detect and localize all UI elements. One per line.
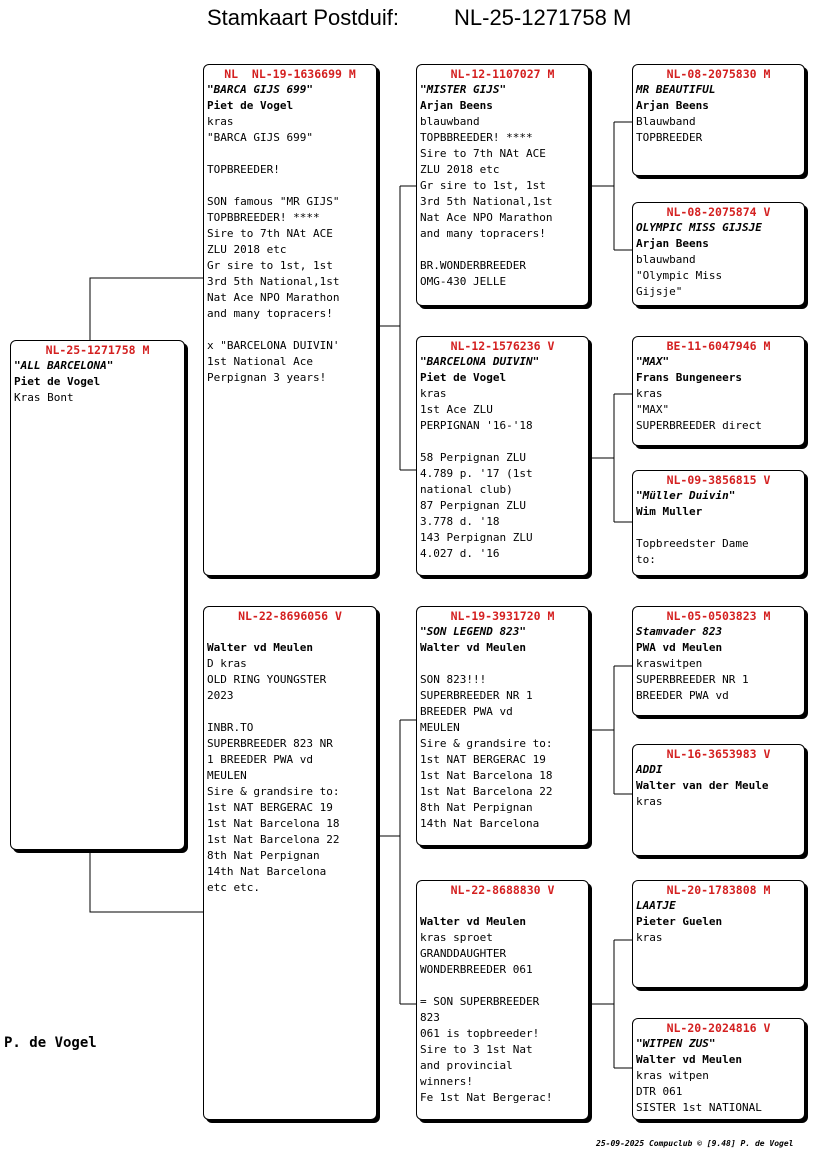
info-line: kras — [636, 931, 663, 944]
info-line: 2023 — [207, 689, 234, 702]
info-line: SUPERBREEDER 823 NR — [207, 737, 333, 750]
info-line: kras — [420, 387, 447, 400]
breeder-name: Walter van der Meule — [636, 779, 769, 792]
info-line: winners! — [420, 1075, 473, 1088]
maternal-grandmother-card — [416, 880, 589, 1120]
title-label: Stamkaart Postduif: — [207, 5, 399, 30]
info-line: x "BARCELONA DUIVIN' — [207, 339, 340, 352]
ring-number: BE-11-6047946 M — [666, 339, 771, 353]
info-line: Gr sire to 1st, 1st — [207, 259, 333, 272]
info-line: 061 is topbreeder! — [420, 1027, 540, 1040]
info-line: and provincial — [420, 1059, 513, 1072]
info-line: 1 BREEDER PWA vd — [207, 753, 313, 766]
info-line: SISTER 1st NATIONAL — [636, 1101, 762, 1114]
pigeon-name: "Müller Duivin" — [636, 489, 736, 502]
breeder-name: Arjan Beens — [636, 99, 709, 112]
info-line: national club) — [420, 483, 513, 496]
ggp-ffm-card — [632, 202, 805, 306]
info-line — [420, 898, 585, 914]
info-line: 1st Nat Barcelona 18 — [420, 769, 553, 782]
info-line: Blauwband — [636, 115, 696, 128]
info-line — [207, 178, 373, 194]
maternal-grandfather-card — [416, 606, 589, 846]
info-line: 4.789 p. '17 (1st — [420, 467, 533, 480]
pigeon-name: "BARCA GIJS 699" — [207, 83, 313, 96]
pigeon-name: MR BEAUTIFUL — [636, 83, 716, 96]
subject-card — [10, 340, 185, 850]
info-line: "Olympic Miss — [636, 269, 723, 282]
info-line: kras — [636, 387, 663, 400]
info-line: DTR 061 — [636, 1085, 683, 1098]
title-ring: NL-25-1271758 M — [454, 5, 632, 30]
info-line: Kras Bont — [14, 391, 74, 404]
info-line: Topbreedster Dame — [636, 537, 749, 550]
paternal-grandfather-card — [416, 64, 589, 306]
pigeon-name: Stamvader 823 — [636, 625, 723, 638]
info-line: TOPBREEDER! — [207, 163, 280, 176]
info-line: 87 Perpignan ZLU — [420, 499, 526, 512]
ggp-mff-card — [632, 606, 805, 716]
breeder-name: PWA vd Meulen — [636, 641, 723, 654]
info-line: 4.027 d. '16 — [420, 547, 500, 560]
info-line: 1st National Ace — [207, 355, 313, 368]
ring-number: NL-08-2075874 V — [666, 205, 771, 219]
info-line: WONDERBREEDER 061 — [420, 963, 533, 976]
info-line — [420, 434, 585, 450]
breeder-name: Arjan Beens — [636, 237, 709, 250]
ring-number: NL-12-1576236 V — [450, 339, 555, 353]
info-line: INBR.TO — [207, 721, 254, 734]
info-line: OLD RING YOUNGSTER — [207, 673, 327, 686]
breeder-name: Piet de Vogel — [14, 375, 101, 388]
ggp-mfm-card — [632, 744, 805, 856]
breeder-name: Piet de Vogel — [420, 371, 507, 384]
ring-number: NL-20-1783808 M — [666, 883, 771, 897]
ggp-fff-card — [632, 64, 805, 176]
pigeon-name: "MAX" — [636, 355, 670, 368]
info-line: Sire to 7th NAt ACE — [207, 227, 333, 240]
info-line: TOPBBREEDER! **** — [207, 211, 320, 224]
info-line: 1st Nat Barcelona 18 — [207, 817, 340, 830]
info-line — [420, 242, 585, 258]
breeder-name: Arjan Beens — [420, 99, 493, 112]
info-line — [636, 520, 801, 536]
info-line: SUPERBREEDER NR 1 — [636, 673, 749, 686]
breeder-name: Walter vd Meulen — [420, 915, 526, 928]
info-line — [207, 322, 373, 338]
breeder-name: Piet de Vogel — [207, 99, 294, 112]
info-line: "MAX" — [636, 403, 670, 416]
info-line: MEULEN — [420, 721, 460, 734]
info-line — [207, 704, 373, 720]
info-line: D kras — [207, 657, 247, 670]
ggp-mmm-card — [632, 1018, 805, 1120]
info-line: 3rd 5th National,1st — [420, 195, 553, 208]
ring-number: NL-09-3856815 V — [666, 473, 771, 487]
pigeon-name: "SON LEGEND 823" — [420, 625, 526, 638]
info-line: Nat Ace NPO Marathon — [420, 211, 553, 224]
info-line: PERPIGNAN '16-'18 — [420, 419, 533, 432]
info-line: blauwband — [420, 115, 480, 128]
pigeon-name: "WITPEN ZUS" — [636, 1037, 716, 1050]
breeder-name: Pieter Guelen — [636, 915, 723, 928]
info-line: and many topracers! — [420, 227, 546, 240]
ring-number: NL-22-8696056 V — [238, 609, 342, 623]
ring-number: NL-20-2024816 V — [666, 1021, 771, 1035]
info-line: BR.WONDERBREEDER — [420, 259, 526, 272]
ggp-mmf-card — [632, 880, 805, 988]
info-line: Sire & grandsire to: — [420, 737, 553, 750]
info-line: SUPERBREEDER NR 1 — [420, 689, 533, 702]
breeder-name: Wim Muller — [636, 505, 703, 518]
pigeon-name: LAATJE — [636, 899, 676, 912]
info-line: 1st Nat Barcelona 22 — [420, 785, 553, 798]
info-line: 1st Nat Barcelona 22 — [207, 833, 340, 846]
info-line: SUPERBREEDER direct — [636, 419, 762, 432]
paternal-grandmother-card — [416, 336, 589, 576]
info-line: 14th Nat Barcelona — [420, 817, 540, 830]
info-line: to: — [636, 553, 656, 566]
info-line: MEULEN — [207, 769, 247, 782]
info-line: kraswitpen — [636, 657, 703, 670]
info-line: kras — [636, 795, 663, 808]
info-line: ZLU 2018 etc — [420, 163, 500, 176]
info-line: 143 Perpignan ZLU — [420, 531, 533, 544]
info-line — [207, 146, 373, 162]
mother-card — [203, 606, 377, 1120]
pigeon-name: "MISTER GIJS" — [420, 83, 507, 96]
ring-number: NL-19-3931720 M — [450, 609, 555, 623]
info-line: "BARCA GIJS 699" — [207, 131, 313, 144]
info-line: 3.778 d. '18 — [420, 515, 500, 528]
info-line: Gijsje" — [636, 285, 683, 298]
info-line: 3rd 5th National,1st — [207, 275, 340, 288]
info-line: Sire & grandsire to: — [207, 785, 340, 798]
info-line: 1st NAT BERGERAC 19 — [420, 753, 546, 766]
info-line: ZLU 2018 etc — [207, 243, 287, 256]
info-line: OMG-430 JELLE — [420, 275, 507, 288]
breeder-name: Walter vd Meulen — [420, 641, 526, 654]
info-line: 58 Perpignan ZLU — [420, 451, 526, 464]
pigeon-name: OLYMPIC MISS GIJSJE — [636, 221, 762, 234]
info-line: etc etc. — [207, 881, 260, 894]
info-line — [420, 978, 585, 994]
info-line — [207, 624, 373, 640]
ring-number: NL-05-0503823 M — [666, 609, 771, 623]
ring-number: NL NL-19-1636699 M — [224, 67, 356, 81]
info-line: BREEDER PWA vd — [420, 705, 513, 718]
info-line: kras sproet — [420, 931, 493, 944]
info-line: 14th Nat Barcelona — [207, 865, 327, 878]
owner-name: P. de Vogel — [4, 1035, 97, 1051]
pigeon-name: "BARCELONA DUIVIN" — [420, 355, 540, 368]
info-line — [420, 656, 585, 672]
info-line: BREEDER PWA vd — [636, 689, 729, 702]
pigeon-name: "ALL BARCELONA" — [14, 359, 114, 372]
info-line: 1st Ace ZLU — [420, 403, 493, 416]
info-line: and many topracers! — [207, 307, 333, 320]
info-line: GRANDDAUGHTER — [420, 947, 507, 960]
info-line: Gr sire to 1st, 1st — [420, 179, 546, 192]
info-line: Perpignan 3 years! — [207, 371, 327, 384]
father-card — [203, 64, 377, 576]
info-line: 8th Nat Perpignan — [207, 849, 320, 862]
breeder-name: Walter vd Meulen — [636, 1053, 742, 1066]
ring-number: NL-08-2075830 M — [666, 67, 771, 81]
info-line: TOPBBREEDER! **** — [420, 131, 533, 144]
breeder-name: Frans Bungeneers — [636, 371, 742, 384]
info-line: = SON SUPERBREEDER — [420, 995, 540, 1008]
ring-number: NL-22-8688830 V — [450, 883, 555, 897]
ring-number: NL-16-3653983 V — [666, 747, 771, 761]
info-line: kras witpen — [636, 1069, 709, 1082]
ring-number: NL-12-1107027 M — [450, 67, 555, 81]
ring-number: NL-25-1271758 M — [45, 343, 150, 357]
ggp-fmm-card — [632, 470, 805, 576]
print-info: 25-09-2025 Compuclub © [9.48] P. de Vogel — [596, 1139, 794, 1148]
breeder-name: Walter vd Meulen — [207, 641, 313, 654]
pigeon-name: ADDI — [636, 763, 663, 776]
info-line: 823 — [420, 1011, 440, 1024]
info-line: SON 823!!! — [420, 673, 487, 686]
info-line: TOPBREEDER — [636, 131, 703, 144]
info-line: kras — [207, 115, 234, 128]
info-line: Sire to 3 1st Nat — [420, 1043, 533, 1056]
info-line: SON famous "MR GIJS" — [207, 195, 340, 208]
info-line: Fe 1st Nat Bergerac! — [420, 1091, 553, 1104]
info-line: 8th Nat Perpignan — [420, 801, 533, 814]
ggp-fmf-card — [632, 336, 805, 446]
info-line: blauwband — [636, 253, 696, 266]
info-line: 1st NAT BERGERAC 19 — [207, 801, 333, 814]
info-line: Sire to 7th NAt ACE — [420, 147, 546, 160]
info-line: Nat Ace NPO Marathon — [207, 291, 340, 304]
